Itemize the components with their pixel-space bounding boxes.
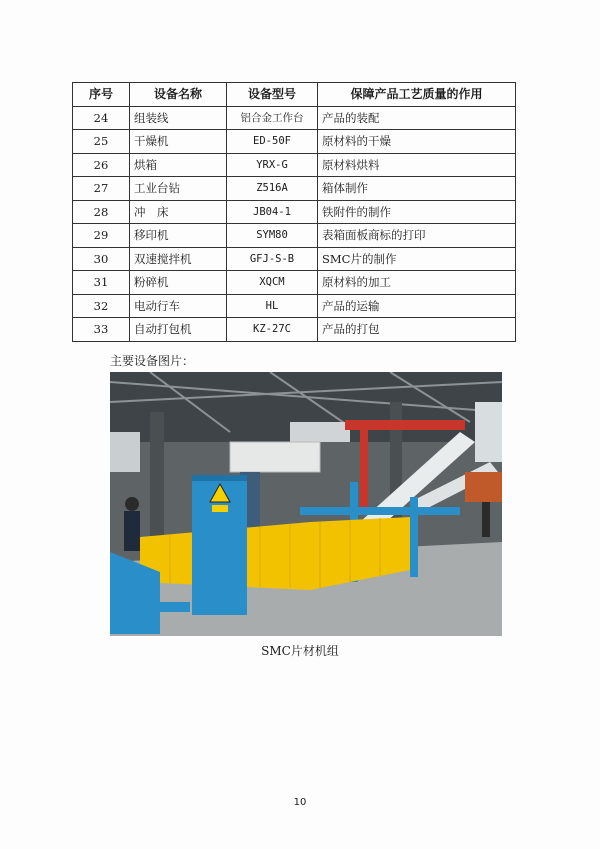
- cell-use: 原材料的干燥: [318, 130, 516, 154]
- cell-no: 29: [73, 224, 130, 248]
- table-row: [73, 106, 516, 130]
- cell-use: 铁附件的制作: [318, 200, 516, 224]
- cell-name: 组装线: [130, 106, 227, 130]
- cell-use: 产品的装配: [318, 106, 516, 130]
- cell-no: 30: [73, 247, 130, 271]
- table-row: [73, 200, 516, 224]
- cell-model: Z516A: [227, 177, 318, 201]
- cell-no: 28: [73, 200, 130, 224]
- cell-use: SMC片的制作: [318, 247, 516, 271]
- cell-name: 双速搅拌机: [130, 247, 227, 271]
- table-row: [73, 153, 516, 177]
- cell-model: YRX-G: [227, 153, 318, 177]
- cell-model: SYM80: [227, 224, 318, 248]
- cell-model: 铝合金工作台: [227, 106, 318, 130]
- cell-no: 26: [73, 153, 130, 177]
- cell-use: 箱体制作: [318, 177, 516, 201]
- table-row: [73, 130, 516, 154]
- equipment-photo: [110, 372, 502, 636]
- cell-use: 原材料的加工: [318, 271, 516, 295]
- table-body: [73, 106, 516, 341]
- table-row: [73, 247, 516, 271]
- cell-name: 冲 床: [130, 200, 227, 224]
- header-name: 设备名称: [130, 83, 227, 107]
- cell-name: 工业台钻: [130, 177, 227, 201]
- smc-machine-illustration: [110, 372, 502, 636]
- cell-name: 烘箱: [130, 153, 227, 177]
- header-no: 序号: [73, 83, 130, 107]
- table-header-row: [73, 83, 516, 107]
- cell-no: 24: [73, 106, 130, 130]
- cell-no: 27: [73, 177, 130, 201]
- cell-no: 31: [73, 271, 130, 295]
- cell-model: ED-50F: [227, 130, 318, 154]
- cell-name: 电动行车: [130, 294, 227, 318]
- header-use: 保障产品工艺质量的作用: [318, 83, 516, 107]
- cell-name: 自动打包机: [130, 318, 227, 342]
- page-number: 10: [293, 797, 307, 808]
- cell-model: XQCM: [227, 271, 318, 295]
- table-row: [73, 271, 516, 295]
- cell-model: KZ-27C: [227, 318, 318, 342]
- table-row: [73, 294, 516, 318]
- cell-model: JB04-1: [227, 200, 318, 224]
- cell-model: HL: [227, 294, 318, 318]
- cell-use: 产品的运输: [318, 294, 516, 318]
- cell-model: GFJ-S-B: [227, 247, 318, 271]
- header-model: 设备型号: [227, 83, 318, 107]
- table-row: [73, 224, 516, 248]
- cell-no: 33: [73, 318, 130, 342]
- table-row: [73, 318, 516, 342]
- cell-use: 产品的打包: [318, 318, 516, 342]
- equipment-table: [72, 82, 516, 342]
- section-label: 主要设备图片：: [110, 354, 195, 368]
- cell-no: 25: [73, 130, 130, 154]
- table-row: [73, 177, 516, 201]
- cell-use: 原材料烘料: [318, 153, 516, 177]
- cell-name: 粉碎机: [130, 271, 227, 295]
- cell-name: 干燥机: [130, 130, 227, 154]
- cell-no: 32: [73, 294, 130, 318]
- cell-name: 移印机: [130, 224, 227, 248]
- photo-caption: SMC片材机组: [261, 644, 339, 658]
- cell-use: 表箱面板商标的打印: [318, 224, 516, 248]
